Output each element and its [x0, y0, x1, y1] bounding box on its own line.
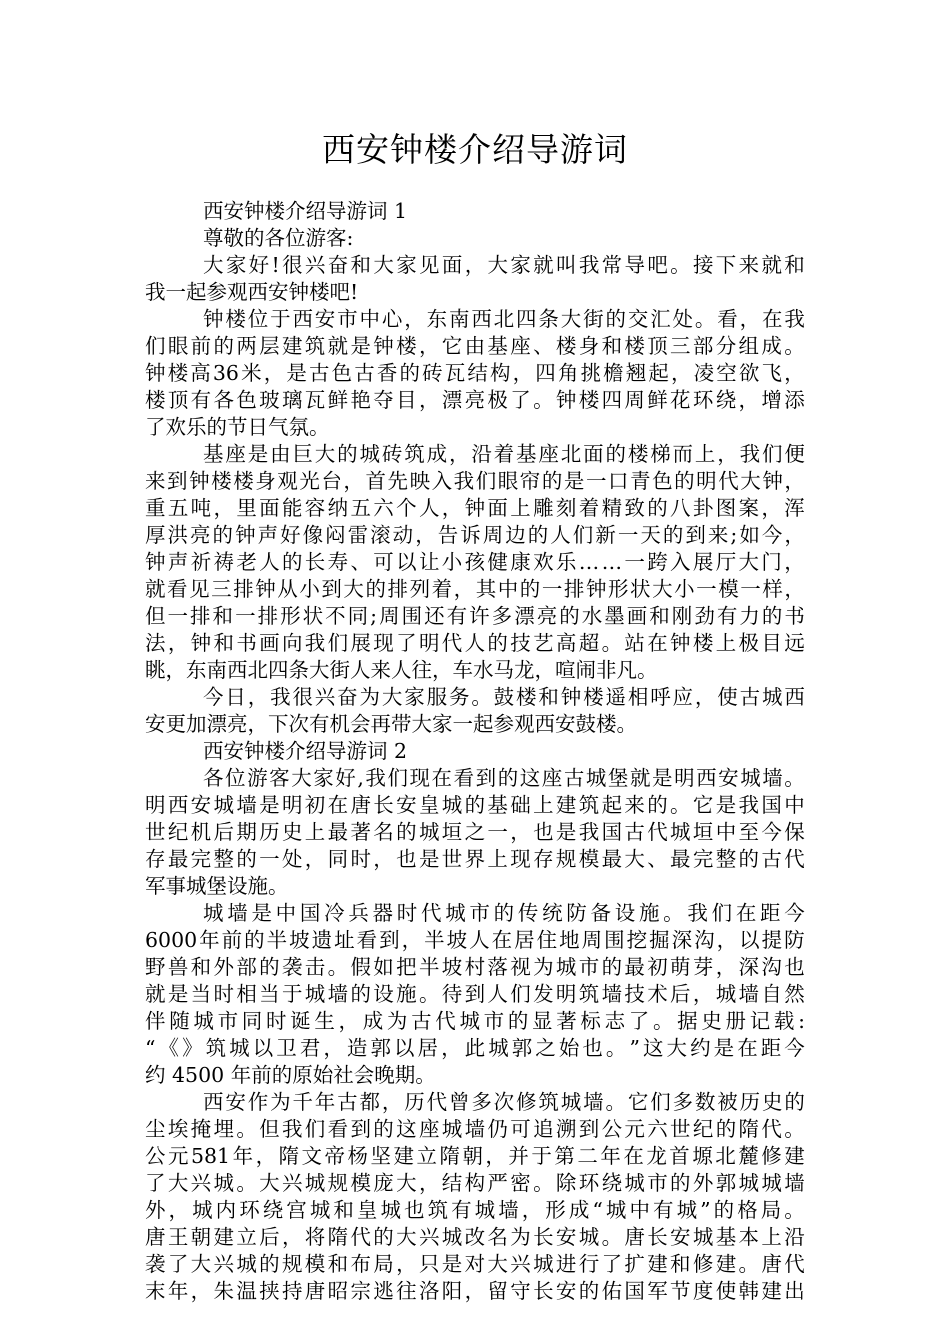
text-line: 尘 埃 掩 埋 。 但 我 们 看 到 的 这 座 城 墙 仍 可 追 溯 到 公 元 六 世 纪 的 隋 代 。 [145, 1117, 805, 1141]
text-line: 但 一 排 和 一 排 形 状 不 同 ; 周 围 还 有 许 多 漂 亮 的 水 墨 画 和 刚 劲 有 力 的 书 [145, 604, 805, 628]
text-line: 了欢乐的节日气氛。 [145, 415, 330, 439]
text-line: 6000 年 前 的 半 坡 遗 址 看 到 ， 半 坡 人 在 居 住 地 周 围 挖 掘 深 沟 ， 以 提 防 [145, 928, 805, 952]
text-line: 明 西 安 城 墙 是 明 初 在 唐 长 安 皇 城 的 基 础 上 建 筑 起 来 的 。 它 是 我 国 中 [145, 793, 805, 817]
text-line: 眺，东南西北四条大街人来人往，车水马龙，喧闹非凡。 [145, 658, 658, 682]
text-line: 世 纪 机 后 期 历 史 上 最 著 名 的 城 垣 之 一 ， 也 是 我 国 古 代 城 垣 中 至 今 保 [145, 820, 805, 844]
document-body [145, 198, 805, 1305]
text-line: 来 到 钟 楼 楼 身 观 光 台 ， 首 先 映 入 我 们 眼 帘 的 是 一 口 青 色 的 明 代 大 钟 ， [145, 469, 805, 493]
text-line: 楼 顶 有 各 色 玻 璃 瓦 鲜 艳 夺 目 ， 漂 亮 极 了 。 钟 楼 四 周 鲜 花 环 绕 ， 增 添 [145, 388, 805, 412]
text-line: 西 安 作 为 千 年 古 都 ， 历 代 曾 多 次 修 筑 城 墙 。 它 们 多 数 被 历 史 的 [203, 1090, 805, 1114]
text-line: 就 看 见 三 排 钟 从 小 到 大 的 排 列 着 ， 其 中 的 一 排 钟 形 状 大 小 一 模 一 样 ， [145, 577, 805, 601]
section-heading-2: 西安钟楼介绍导游词 2 [203, 739, 408, 763]
text-line: 钟 声 祈 祷 老 人 的 长 寿 、 可 以 让 小 孩 健 康 欢 乐 … … 一 跨 入 展 厅 大 门 ， [145, 550, 805, 574]
text-line: 城 墙 是 中 国 冷 兵 器 时 代 城 市 的 传 统 防 备 设 施 。 我 们 在 距 今 [203, 901, 805, 925]
section-heading-1: 西安钟楼介绍导游词 1 [203, 199, 408, 223]
text-line: 伴 随 城 市 同 时 诞 生 ， 成 为 古 代 城 市 的 显 著 标 志 了 。 据 史 册 记 载 : [145, 1009, 805, 1033]
text-line: 末 年 ， 朱 温 挟 持 唐 昭 宗 逃 往 洛 阳 ， 留 守 长 安 的 佑 国 军 节 度 使 韩 建 出 [145, 1279, 805, 1303]
text-line: 野 兽 和 外 部 的 袭 击 。 假 如 把 半 坡 村 落 视 为 城 市 的 最 初 萌 芽 ， 深 沟 也 [145, 955, 805, 979]
text-line: 大 家 好 ! 很 兴 奋 和 大 家 见 面 ， 大 家 就 叫 我 常 导 吧 。 接 下 来 就 和 [203, 253, 805, 277]
text-line: 约 4500 年前的原始社会晚期。 [145, 1063, 436, 1087]
text-line: 安更加漂亮，下次有机会再带大家一起参观西安鼓楼。 [145, 712, 637, 736]
text-line: 法 ， 钟 和 书 画 向 我 们 展 现 了 明 代 人 的 技 艺 高 超 。 站 在 钟 楼 上 极 目 远 [145, 631, 805, 655]
text-line: 各 位 游 客 大 家 好 , 我 们 现 在 看 到 的 这 座 古 城 堡 就 是 明 西 安 城 墙 。 [203, 766, 805, 790]
text-line: 我一起参观西安钟楼吧! [145, 280, 359, 304]
text-line: 了 大 兴 城 。 大 兴 城 规 模 庞 大 ， 结 构 严 密 。 除 环 绕 城 市 的 外 郭 城 城 墙 [145, 1171, 805, 1195]
text-line: 就 是 当 时 相 当 于 城 墙 的 设 施 。 待 到 人 们 发 明 筑 墙 技 术 后 ， 城 墙 自 然 [145, 982, 805, 1006]
text-line: 存 最 完 整 的 一 处 ， 同 时 ， 也 是 世 界 上 现 存 规 模 最 大 、 最 完 整 的 古 代 [145, 847, 805, 871]
document-title: 西安钟楼介绍导游词 [322, 130, 628, 169]
text-line: 们 眼 前 的 两 层 建 筑 就 是 钟 楼 ， 它 由 基 座 、 楼 身 和 楼 顶 三 部 分 组 成 。 [145, 334, 805, 358]
text-line: 厚 洪 亮 的 钟 声 好 像 闷 雷 滚 动 ， 告 诉 周 边 的 人 们 新 一 天 的 到 来 ; 如 今 ， [145, 523, 805, 547]
text-line: 唐 王 朝 建 立 后 ， 将 隋 代 的 大 兴 城 改 名 为 长 安 城 。 唐 长 安 城 基 本 上 沿 [145, 1225, 805, 1249]
text-line: 袭 了 大 兴 城 的 规 模 和 布 局 ， 只 是 对 大 兴 城 进 行 了 扩 建 和 修 建 。 唐 代 [145, 1252, 805, 1276]
text-line: “ 《 》 筑 城 以 卫 君 ， 造 郭 以 居 ， 此 城 郭 之 始 也 。 ” 这 大 约 是 在 距 今 [145, 1036, 805, 1060]
text-line: 基 座 是 由 巨 大 的 城 砖 筑 成 ， 沿 着 基 座 北 面 的 楼 梯 而 上 ， 我 们 便 [203, 442, 805, 466]
text-line: 钟 楼 高 36 米 ， 是 古 色 古 香 的 砖 瓦 结 构 ， 四 角 挑 檐 翘 起 ， 凌 空 欲 飞 ， [145, 361, 805, 385]
text-line: 重 五 吨 ， 里 面 能 容 纳 五 六 个 人 ， 钟 面 上 雕 刻 着 精 致 的 八 卦 图 案 ， 浑 [145, 496, 805, 520]
text-line: 军事城堡设施。 [145, 874, 289, 898]
text-line: 今 日 ， 我 很 兴 奋 为 大 家 服 务 。 鼓 楼 和 钟 楼 遥 相 呼 应 ， 使 古 城 西 [203, 685, 805, 709]
text-line: 钟 楼 位 于 西 安 市 中 心 ， 东 南 西 北 四 条 大 街 的 交 汇 处 。 看 ， 在 我 [203, 307, 805, 331]
greeting-line: 尊敬的各位游客: [203, 226, 354, 250]
text-line: 公 元 581 年 ， 隋 文 帝 杨 坚 建 立 隋 朝 ， 并 于 第 二 年 在 龙 首 塬 北 麓 修 建 [145, 1144, 805, 1168]
text-line: 外 ， 城 内 环 绕 宫 城 和 皇 城 也 筑 有 城 墙 ， 形 成 “ 城 中 有 城 ” 的 格 局 。 [145, 1198, 805, 1222]
